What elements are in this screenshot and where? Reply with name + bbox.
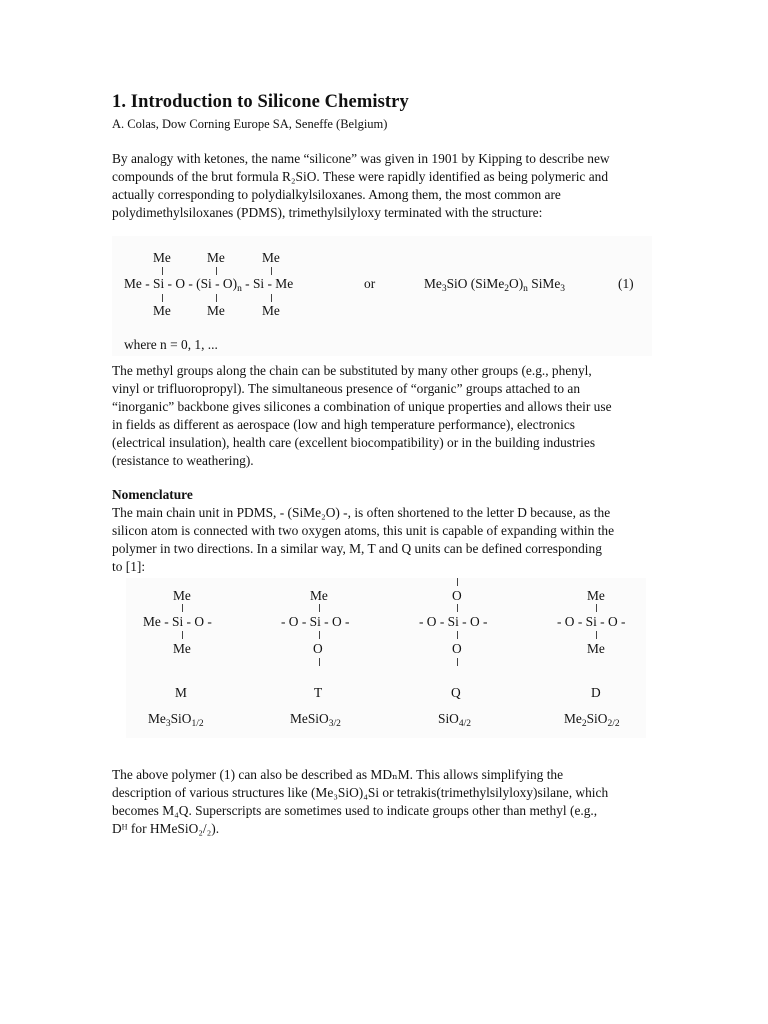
intro-line: polydimethylsiloxanes (PDMS), trimethylsilyloxy terminated with the structure: [112, 205, 543, 220]
bond-line [271, 267, 272, 275]
me-bottom-1: Me [153, 303, 171, 318]
unit-m-formula: $Me_3SiO_{1/2}$ [148, 711, 204, 729]
unit-q-top: O [452, 588, 462, 603]
nomenclature-heading: Nomenclature [112, 487, 193, 502]
unit-t-top: Me [310, 588, 328, 603]
unit-q-letter: Q [451, 685, 461, 700]
unit-t-formula: MeSiO$_{3/2}$ [290, 711, 341, 729]
bond-line [162, 294, 163, 302]
bond-line [216, 294, 217, 302]
me-bottom-3: Me [262, 303, 280, 318]
methyl-line: vinyl or trifluoropropyl). The simultaneous presence of “organic” groups attached to an [112, 381, 581, 396]
bond-line [216, 267, 217, 275]
methyl-line: (resistance to weathering). [112, 453, 254, 468]
unit-m-bottom: Me [173, 641, 191, 656]
intro-line: actually corresponding to polydialkylsiloxanes. Among them, the most common are [112, 187, 561, 202]
unit-t-bottom: O [313, 641, 323, 656]
author-line: A. Colas, Dow Corning Europe SA, Seneffe (Belgium) [112, 117, 388, 131]
where-n-note: where n = 0, 1, ... [124, 337, 218, 352]
bond-line [457, 631, 458, 639]
unit-d-bottom: Me [587, 641, 605, 656]
bond-line [319, 604, 320, 612]
methyl-paragraph [112, 362, 657, 470]
me-top-1: Me [153, 250, 171, 265]
closing-line: becomes M₄Q. Superscripts are sometimes used to indicate groups other than methyl (e.g., [112, 803, 598, 818]
bond-line [319, 658, 320, 666]
bond-line [457, 658, 458, 666]
methyl-line: “inorganic” backbone gives silicones a combination of unique properties and allows their use [112, 399, 612, 414]
pdms-structure-figure [112, 236, 652, 356]
nomenclature-line: to [1]: [112, 559, 146, 574]
bond-line [162, 267, 163, 275]
unit-m-middle: Me - Si - O - [143, 614, 212, 629]
unit-m-top: Me [173, 588, 191, 603]
methyl-line: The methyl groups along the chain can be substituted by many other groups (e.g., phenyl, [112, 363, 592, 378]
bond-line [596, 604, 597, 612]
bond-line [457, 604, 458, 612]
unit-d-formula: $Me_2SiO_{2/2}$ [564, 711, 620, 729]
unit-q-formula: SiO$_{4/2}$ [438, 711, 471, 729]
nomenclature-line: silicon atom is connected with two oxygen atoms, this unit is capable of expanding within the [112, 523, 615, 538]
mtqd-units-figure [126, 578, 646, 738]
unit-t-middle: - O - Si - O - [281, 614, 350, 629]
or-label: or [364, 276, 376, 291]
bond-line [182, 631, 183, 639]
me-bottom-2: Me [207, 303, 225, 318]
nomenclature-paragraph [112, 504, 657, 576]
intro-line: compounds of the brut formula R₂SiO. These were rapidly identified as being polymeric and [112, 169, 609, 184]
unit-q-middle: - O - Si - O - [419, 614, 488, 629]
bond-line [457, 578, 458, 586]
me-top-3: Me [262, 250, 280, 265]
unit-d-top: Me [587, 588, 605, 603]
methyl-line: in fields as different as aerospace (low and high temperature performance), electronics [112, 417, 576, 432]
bond-line [271, 294, 272, 302]
equation-number: (1) [618, 276, 634, 291]
bond-line [182, 604, 183, 612]
intro-line: By analogy with ketones, the name “silicone” was given in 1901 by Kipping to describe new [112, 151, 610, 166]
nomenclature-line: The main chain unit in PDMS, - (SiMe₂O) -, is often shortened to the letter D because, as the [112, 505, 611, 520]
unit-d-middle: - O - Si - O - [557, 614, 626, 629]
pdms-chain-formula: Me - Si - O - $(Si - O)_n$ - Si - Me [124, 276, 294, 294]
condensed-formula: $Me_3SiO$ $(SiMe_2O)_n$ SiMe$_3$ [424, 276, 566, 294]
bond-line [319, 631, 320, 639]
unit-q-bottom: O [452, 641, 462, 656]
closing-line: description of various structures like (Me₃SiO)₄Si or tetrakis(trimethylsilyloxy)silane, which [112, 785, 609, 800]
closing-paragraph [112, 766, 657, 838]
page-title: 1. Introduction to Silicone Chemistry [112, 92, 409, 112]
unit-m-letter: M [175, 685, 187, 700]
unit-d-letter: D [591, 685, 601, 700]
methyl-line: (electrical insulation), health care (excellent biocompatibility) or in the building industries [112, 435, 596, 450]
nomenclature-line: polymer in two directions. In a similar way, M, T and Q units can be defined corresponding [112, 541, 602, 556]
closing-line: Dᴴ for HMeSiO₂/₂). [112, 821, 220, 836]
closing-line: The above polymer (1) can also be described as MDₙM. This allows simplifying the [112, 767, 564, 782]
bond-line [596, 631, 597, 639]
me-top-2: Me [207, 250, 225, 265]
unit-t-letter: T [314, 685, 323, 700]
intro-paragraph [112, 150, 657, 222]
